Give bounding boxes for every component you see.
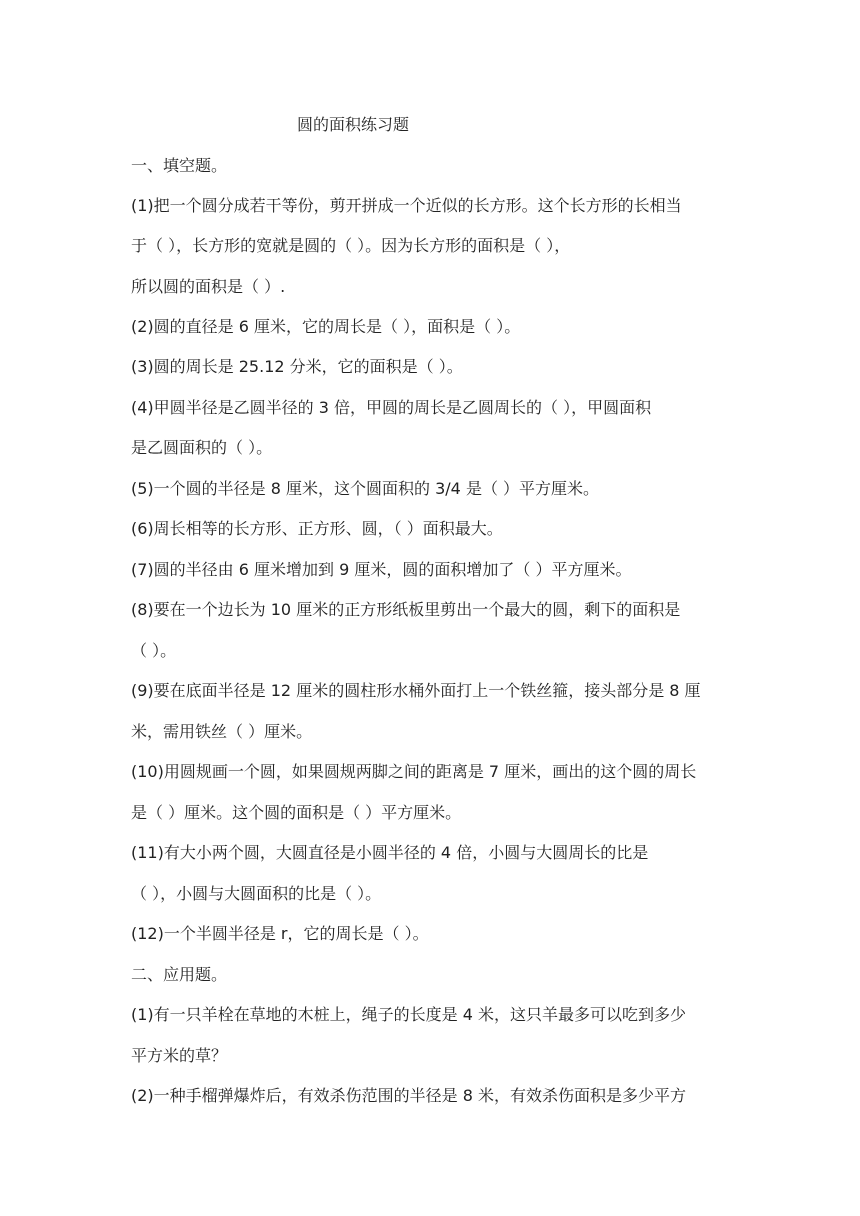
question-line: (5)一个圆的半径是 8 厘米，这个圆面积的 3/4 是（ ）平方厘米。 — [131, 479, 600, 498]
question-line: (3)圆的周长是 25.12 分米，它的面积是（ ）。 — [131, 357, 463, 376]
question-line: (12)一个半圆半径是 r，它的周长是（ ）。 — [131, 924, 429, 943]
question-line: （ ）。 — [131, 641, 177, 660]
question-line: (10)用圆规画一个圆，如果圆规两脚之间的距离是 7 厘米，画出的这个圆的周长 — [131, 762, 697, 781]
question-line: (2)一种手榴弹爆炸后，有效杀伤范围的半径是 8 米，有效杀伤面积是多少平方 — [131, 1086, 687, 1105]
question-line: (7)圆的半径由 6 厘米增加到 9 厘米，圆的面积增加了（ ）平方厘米。 — [131, 560, 632, 579]
question-line: 是乙圆面积的（ ）。 — [131, 438, 273, 457]
question-line: (6)周长相等的长方形、正方形、圆，（ ）面积最大。 — [131, 519, 503, 538]
question-line: (1)把一个圆分成若干等份，剪开拼成一个近似的长方形。这个长方形的长相当 — [131, 196, 682, 215]
section-heading-fill-blanks: 一、填空题。 — [131, 156, 228, 175]
question-line: (9)要在底面半径是 12 厘米的圆柱形水桶外面打上一个铁丝箍，接头部分是 8 厘 — [131, 681, 701, 700]
question-line: (4)甲圆半径是乙圆半径的 3 倍，甲圆的周长是乙圆周长的（ ），甲圆面积 — [131, 398, 652, 417]
page-title: 圆的面积练习题 — [297, 115, 410, 134]
question-line: 所以圆的面积是（ ）. — [131, 277, 286, 296]
question-line: 是（ ）厘米。这个圆的面积是（ ）平方厘米。 — [131, 803, 462, 822]
question-line: (2)圆的直径是 6 厘米，它的周长是（ ），面积是（ ）。 — [131, 317, 521, 336]
section-heading-applications: 二、应用题。 — [131, 965, 228, 984]
question-line: 米，需用铁丝（ ）厘米。 — [131, 722, 313, 741]
question-line: 于（ ），长方形的宽就是圆的（ ）。因为长方形的面积是（ ）， — [131, 236, 571, 255]
question-line: (11)有大小两个圆，大圆直径是小圆半径的 4 倍，小圆与大圆周长的比是 — [131, 843, 649, 862]
question-line: 平方米的草？ — [131, 1046, 228, 1065]
question-line: (1)有一只羊栓在草地的木桩上，绳子的长度是 4 米，这只羊最多可以吃到多少 — [131, 1005, 687, 1024]
question-line: (8)要在一个边长为 10 厘米的正方形纸板里剪出一个最大的圆，剩下的面积是 — [131, 600, 681, 619]
question-line: （ ），小圆与大圆面积的比是（ ）。 — [131, 884, 382, 903]
